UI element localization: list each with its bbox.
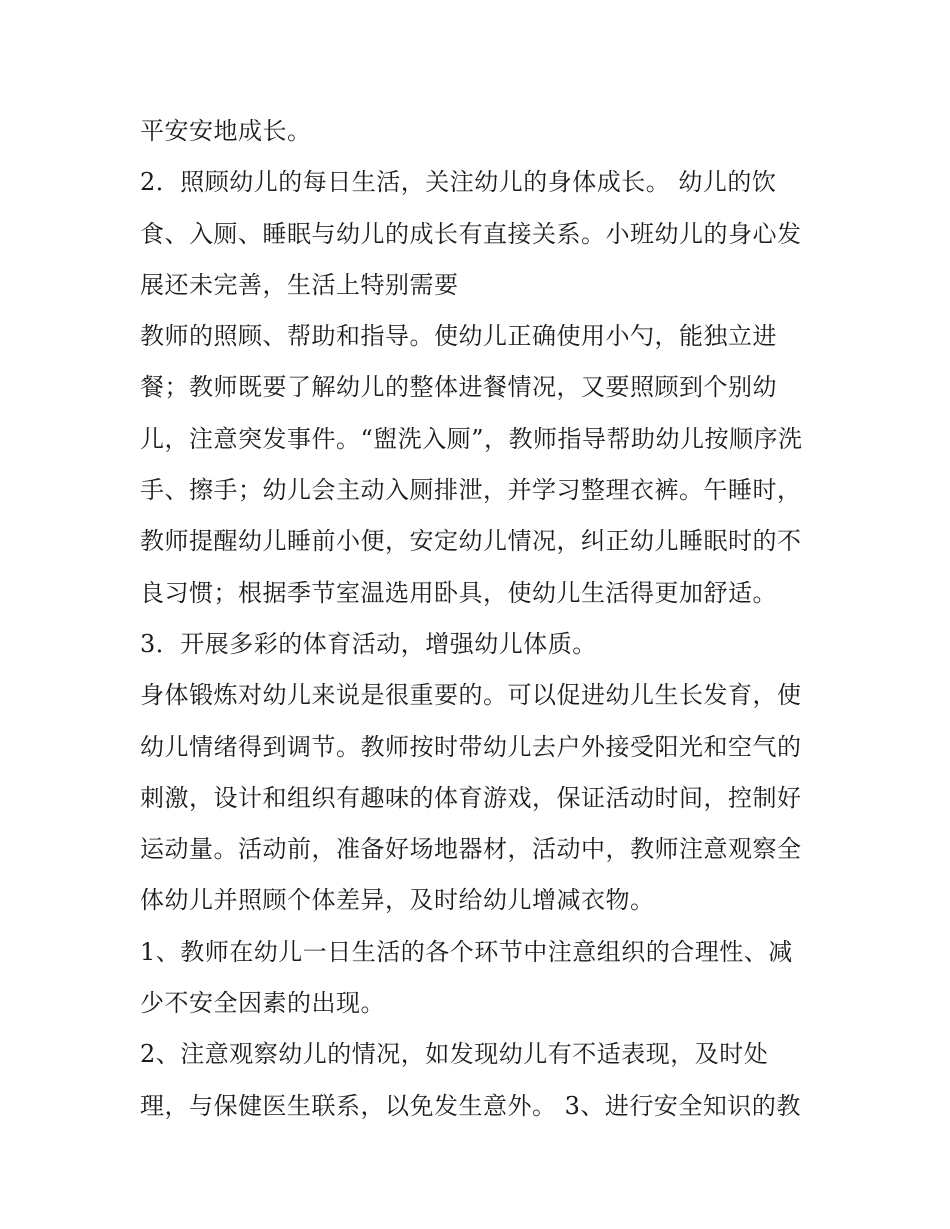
document-body bbox=[140, 106, 820, 1132]
text-line: 手、擦手；幼儿会主动入厕排泄，并学习整理衣裤。午睡时， bbox=[140, 476, 802, 505]
text-line: 食、入厕、睡眠与幼儿的成长有直接关系。小班幼儿的身心发 bbox=[140, 219, 802, 248]
text-line: 展还未完善，生活上特别需要 bbox=[140, 270, 459, 299]
text-line: 教师提醒幼儿睡前小便，安定幼儿情况，纠正幼儿睡眠时的不 bbox=[140, 527, 802, 556]
text-line: 良习惯；根据季节室温选用卧具，使幼儿生活得更加舒适。 bbox=[140, 578, 777, 607]
text-line: 教师的照顾、帮助和指导。使幼儿正确使用小勺，能独立进 bbox=[140, 322, 777, 351]
text-line: 幼儿情绪得到调节。教师按时带幼儿去户外接受阳光和空气的 bbox=[140, 732, 802, 761]
text-line: 体幼儿并照顾个体差异，及时给幼儿增减衣物。 bbox=[140, 886, 655, 915]
text-line: 2．照顾幼儿的每日生活，关注幼儿的身体成长。 幼儿的饮 bbox=[140, 168, 777, 197]
text-line: 1、教师在幼儿一日生活的各个环节中注意组织的合理性、减 bbox=[140, 937, 793, 966]
text-line: 身体锻炼对幼儿来说是很重要的。可以促进幼儿生长发育，使 bbox=[140, 681, 802, 710]
text-line: 少不安全因素的出现。 bbox=[140, 989, 385, 1018]
text-line: 2、注意观察幼儿的情况，如发现幼儿有不适表现，及时处 bbox=[140, 1040, 769, 1069]
text-line: 平安安地成长。 bbox=[140, 117, 312, 145]
text-line: 3．开展多彩的体育活动，增强幼儿体质。 bbox=[140, 629, 597, 658]
text-line: 餐；教师既要了解幼儿的整体进餐情况，又要照顾到个别幼 bbox=[140, 373, 777, 402]
text-line: 刺激，设计和组织有趣味的体育游戏，保证活动时间，控制好 bbox=[140, 783, 802, 812]
text-line: 运动量。活动前，准备好场地器材，活动中，教师注意观察全 bbox=[140, 835, 802, 864]
text-line: 理，与保健医生联系，以免发生意外。 3、进行安全知识的教 bbox=[140, 1091, 801, 1120]
text-line: 儿，注意突发事件。“盥洗入厕”，教师指导帮助幼儿按顺序洗 bbox=[140, 424, 803, 453]
